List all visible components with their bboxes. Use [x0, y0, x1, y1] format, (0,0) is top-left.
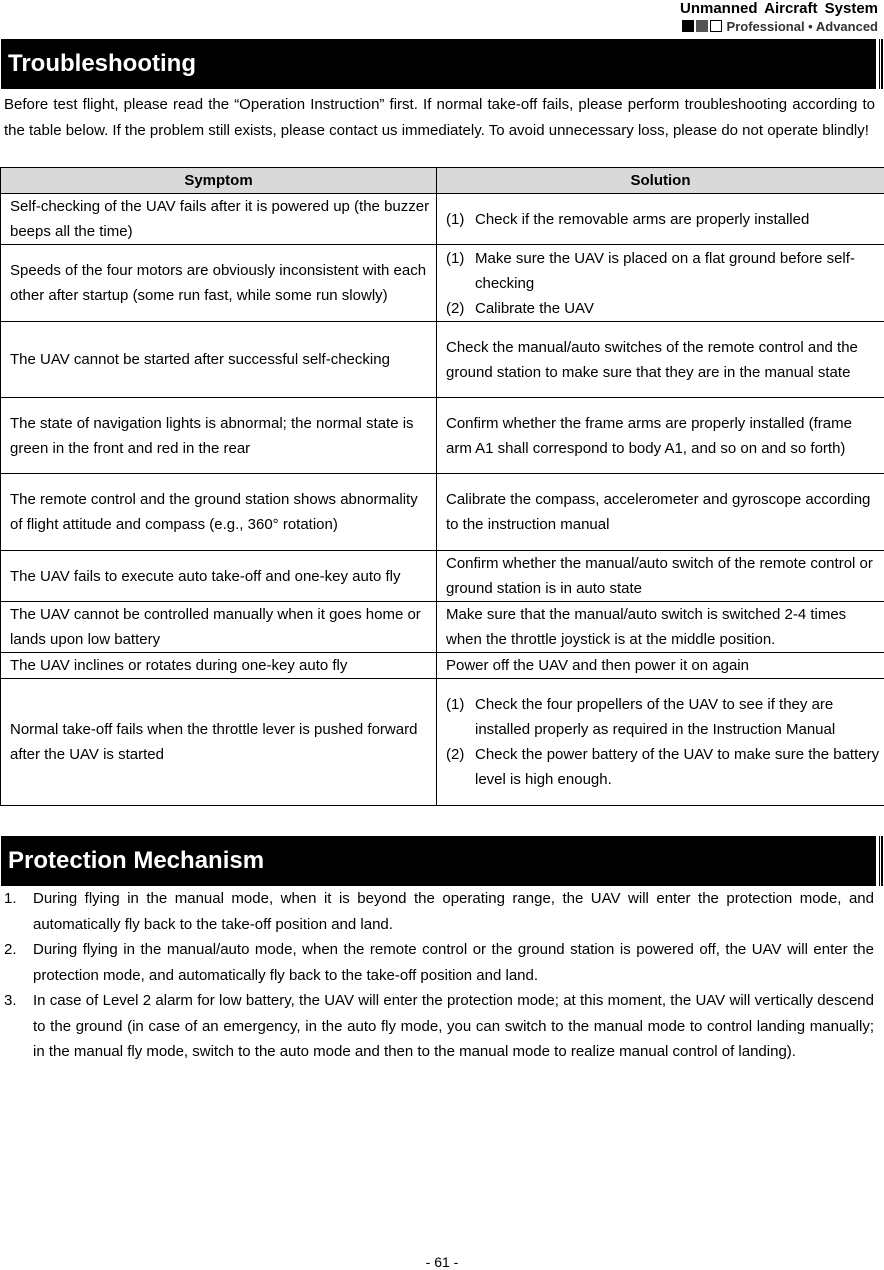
list-item: 2. During flying in the manual/auto mode, when the remote control or the ground station is powered off, the UAV will enter the protection mode, and automatically fly back to the take-off position and land.	[4, 937, 874, 988]
solution-cell: Confirm whether the frame arms are properly installed (frame arm A1 shall correspond to body A1, and so on and so forth)	[437, 398, 884, 474]
solution-step: (1) Make sure the UAV is placed on a flat ground before self-checking	[446, 246, 878, 296]
solution-step: (2) Calibrate the UAV	[446, 296, 878, 321]
header-subtitle-text: Professional • Advanced	[727, 19, 878, 34]
troubleshooting-heading-text: Troubleshooting	[8, 50, 196, 78]
level-square-gray-icon	[696, 20, 708, 32]
symptom-cell: The UAV fails to execute auto take-off and one-key auto fly	[1, 551, 437, 602]
header-subtitle	[682, 18, 878, 34]
level-square-empty-icon	[710, 20, 722, 32]
heading-bar-end	[879, 836, 883, 886]
symptom-cell: The UAV inclines or rotates during one-key auto fly	[1, 653, 437, 679]
list-item: 3. In case of Level 2 alarm for low battery, the UAV will enter the protection mode; at this moment, the UAV will vertically descend to the ground (in case of an emergency, in the auto fly mode, you can switch to the manual mode to control landing manually; in the manual fly mode, switch to the auto mode and then to the manual mode to realize manual control of landing).	[4, 988, 874, 1065]
troubleshooting-table	[0, 167, 884, 806]
page-number: - 61 -	[0, 1254, 884, 1270]
table-row	[1, 679, 884, 806]
protection-heading-text: Protection Mechanism	[8, 847, 264, 875]
symptom-cell: The state of navigation lights is abnormal; the normal state is green in the front and red in the rear	[1, 398, 437, 474]
table-row	[1, 474, 884, 551]
table-row	[1, 551, 884, 602]
solution-cell	[437, 194, 884, 245]
solution-cell	[437, 679, 884, 806]
column-header-solution: Solution	[437, 168, 884, 194]
header-title: Unmanned Aircraft System	[680, 0, 878, 17]
solution-cell: Check the manual/auto switches of the remote control and the ground station to make sure that they are in the manual state	[437, 322, 884, 398]
table-row	[1, 245, 884, 322]
solution-cell: Confirm whether the manual/auto switch of the remote control or ground station is in auto state	[437, 551, 884, 602]
table-row	[1, 194, 884, 245]
symptom-cell: Normal take-off fails when the throttle lever is pushed forward after the UAV is started	[1, 679, 437, 806]
heading-bar-end	[879, 39, 883, 89]
protection-heading	[1, 836, 876, 886]
symptom-cell: The remote control and the ground station shows abnormality of flight attitude and compass (e.g., 360° rotation)	[1, 474, 437, 551]
solution-step: (1) Check if the removable arms are properly installed	[446, 207, 878, 232]
troubleshooting-heading	[1, 39, 876, 89]
solution-cell: Power off the UAV and then power it on again	[437, 653, 884, 679]
solution-cell: Make sure that the manual/auto switch is switched 2-4 times when the throttle joystick is at the middle position.	[437, 602, 884, 653]
level-square-filled-icon	[682, 20, 694, 32]
solution-cell	[437, 245, 884, 322]
protection-list	[4, 886, 874, 1065]
table-row	[1, 322, 884, 398]
list-item: 1. During flying in the manual mode, when it is beyond the operating range, the UAV will enter the protection mode, and automatically fly back to the take-off position and land.	[4, 886, 874, 937]
troubleshooting-intro: Before test flight, please read the “Operation Instruction” first. If normal take-off fails, please perform troubleshooting according to the table below. If the problem still exists, please contact us immediately. To avoid unnecessary loss, please do not operate blindly!	[4, 92, 875, 144]
symptom-cell: The UAV cannot be started after successful self-checking	[1, 322, 437, 398]
symptom-cell: Speeds of the four motors are obviously inconsistent with each other after startup (some run fast, while some run slowly)	[1, 245, 437, 322]
solution-cell: Calibrate the compass, accelerometer and gyroscope according to the instruction manual	[437, 474, 884, 551]
column-header-symptom: Symptom	[1, 168, 437, 194]
table-row	[1, 398, 884, 474]
table-header-row	[1, 168, 884, 194]
solution-step: (2) Check the power battery of the UAV to make sure the battery level is high enough.	[446, 742, 882, 792]
solution-step: (1) Check the four propellers of the UAV to see if they are installed properly as required in the Instruction Manual	[446, 692, 882, 742]
table-row	[1, 602, 884, 653]
symptom-cell: Self-checking of the UAV fails after it is powered up (the buzzer beeps all the time)	[1, 194, 437, 245]
table-row	[1, 653, 884, 679]
symptom-cell: The UAV cannot be controlled manually when it goes home or lands upon low battery	[1, 602, 437, 653]
